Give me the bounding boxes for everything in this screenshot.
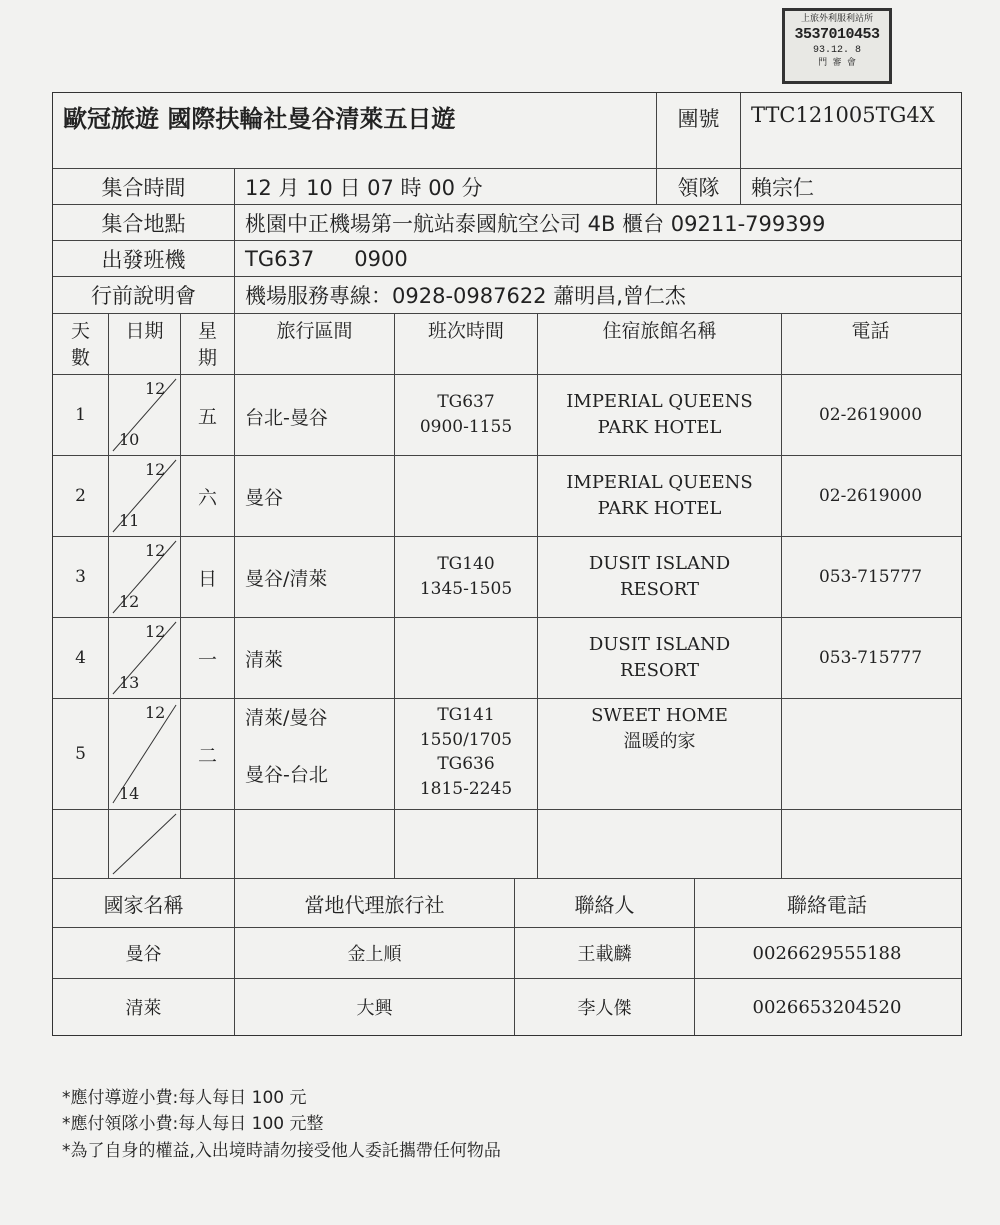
itinerary-header-row: [53, 314, 961, 375]
date-month: 12: [145, 622, 166, 641]
hotel-phone: 053-715777: [818, 648, 923, 668]
meet-time: 12 月 10 日 07 時 00 分: [235, 169, 657, 204]
table-row: [53, 928, 961, 979]
hotel: [538, 699, 782, 809]
route-leg-1: 清萊/曼谷: [245, 707, 328, 729]
empty-cell: [181, 810, 235, 878]
date-cell: [109, 456, 181, 536]
group-number: TTC121005TG4X: [751, 103, 935, 127]
leader-label: 領隊: [657, 169, 741, 204]
briefing-label: 行前說明會: [53, 277, 235, 313]
date-day: 12: [119, 592, 140, 611]
hotel: [538, 456, 782, 536]
date-cell: [109, 810, 181, 878]
table-row: [53, 699, 961, 810]
date-month: 12: [145, 460, 166, 479]
title-row: [53, 93, 961, 169]
hotel-name-line2: PARK HOTEL: [597, 417, 722, 438]
hotel-name-line2: 溫暖的家: [623, 731, 696, 753]
flight-time: [395, 375, 538, 455]
empty-cell: [395, 810, 538, 878]
day-number: 5: [53, 699, 109, 809]
flight-code: TG637: [437, 392, 495, 413]
col-route: 旅行區間: [235, 314, 395, 374]
hotel-phone: 053-715777: [818, 567, 923, 587]
departure-flight-label: 出發班機: [53, 241, 235, 276]
day-number: 1: [53, 375, 109, 455]
flight-hours: 0900-1155: [419, 417, 513, 437]
weekday: 二: [181, 699, 235, 809]
col-hotel: 住宿旅館名稱: [538, 314, 782, 374]
col-contact: 聯絡人: [515, 879, 695, 927]
hotel-name-line1: IMPERIAL QUEENS: [566, 471, 753, 493]
hotel-name-line1: SWEET HOME: [591, 705, 728, 726]
day-number: 4: [53, 618, 109, 698]
meet-place-label: 集合地點: [53, 205, 235, 240]
country: 曼谷: [53, 928, 235, 978]
date-cell: [109, 618, 181, 698]
flight-code: TG636: [437, 754, 495, 775]
stamp-date: 93.12. 8: [812, 45, 861, 56]
date-month: 12: [145, 703, 166, 722]
meet-time-row: [53, 169, 961, 205]
meet-time-label: 集合時間: [53, 169, 235, 204]
empty-cell: [235, 810, 395, 878]
col-phone: 電話: [851, 320, 890, 342]
agency: 金上順: [235, 928, 515, 978]
empty-cell: [782, 810, 959, 878]
approval-stamp: [782, 8, 892, 84]
stamp-footer: 門 審 會: [818, 58, 856, 68]
meet-place-row: [53, 205, 961, 241]
table-row: [53, 979, 961, 1035]
date-day: 14: [119, 784, 140, 803]
date-month: 12: [145, 379, 166, 398]
empty-cell: [538, 810, 782, 878]
leader-name: 賴宗仁: [751, 175, 814, 200]
hotel-phone: 02-2619000: [818, 405, 923, 425]
date-cell: [109, 375, 181, 455]
itinerary-form: [52, 92, 962, 1036]
flight-time: [395, 699, 538, 809]
tour-title: 歐冠旅遊 國際扶輪社曼谷清萊五日遊: [53, 93, 657, 168]
flight-time: [395, 618, 538, 698]
flight-time: [395, 456, 538, 536]
date-day: 10: [119, 430, 140, 449]
departure-flight-row: [53, 241, 961, 277]
country: 清萊: [53, 979, 235, 1035]
briefing-info: 機場服務專線：0928-0987622 蕭明昌,曾仁杰: [245, 284, 686, 308]
route: 台北-曼谷: [235, 375, 395, 455]
hotel-name-line2: RESORT: [619, 579, 700, 600]
date-cell: [109, 537, 181, 617]
flight-hours: 1550/1705: [419, 729, 513, 750]
route: 曼谷: [235, 456, 395, 536]
day-number: 2: [53, 456, 109, 536]
hotel-name-line1: DUSIT ISLAND: [588, 552, 731, 574]
meet-place: 桃園中正機場第一航站泰國航空公司 4B 櫃台 09211-799399: [245, 211, 826, 236]
hotel-name-line1: DUSIT ISLAND: [588, 633, 731, 655]
hotel-phone: 02-2619000: [818, 486, 923, 506]
weekday: 六: [181, 456, 235, 536]
route-leg-2: 曼谷-台北: [245, 764, 328, 786]
note-item: *為了自身的權益,入出境時請勿接受他人委託攜帶任何物品: [62, 1140, 501, 1161]
flight-code: TG141: [437, 705, 495, 725]
date-cell: [109, 699, 181, 809]
table-row: [53, 537, 961, 618]
col-date: 日期: [109, 314, 181, 374]
col-contact-phone: 聯絡電話: [787, 892, 867, 917]
contact-phone: 0026629555188: [752, 942, 902, 964]
agency: 大興: [235, 979, 515, 1035]
notes: [62, 1085, 501, 1164]
flight-hours: 1345-1505: [419, 579, 513, 599]
hotel-phone: [782, 699, 959, 809]
briefing-row: [53, 277, 961, 314]
contact: 李人傑: [515, 979, 695, 1035]
col-flight: 班次時間: [395, 314, 538, 374]
weekday: 日: [181, 537, 235, 617]
day-number: 3: [53, 537, 109, 617]
table-row: [53, 618, 961, 699]
agency-header-row: [53, 879, 961, 928]
col-day: 天數: [53, 314, 109, 374]
weekday: 一: [181, 618, 235, 698]
col-agency: 當地代理旅行社: [235, 879, 515, 927]
col-country: 國家名稱: [53, 879, 235, 927]
date-day: 13: [119, 673, 140, 692]
route: [235, 699, 395, 809]
note-item: *應付導遊小費:每人每日 100 元: [62, 1088, 307, 1108]
hotel-name-line2: RESORT: [619, 660, 700, 681]
route: 清萊: [235, 618, 395, 698]
departure-flight: TG637 0900: [245, 246, 408, 271]
flight-hours: 1815-2245: [419, 778, 513, 799]
table-row-empty: [53, 810, 961, 879]
hotel: [538, 375, 782, 455]
hotel: [538, 537, 782, 617]
table-row: [53, 375, 961, 456]
group-number-label: 團號: [657, 93, 741, 168]
weekday: 五: [181, 375, 235, 455]
contact: 王載麟: [515, 928, 695, 978]
flight-time: [395, 537, 538, 617]
stamp-code: 3537010453: [794, 26, 880, 43]
col-weekday: 星期: [181, 314, 235, 374]
table-row: [53, 456, 961, 537]
hotel: [538, 618, 782, 698]
stamp-header: 上旅外利服利站所: [800, 14, 873, 24]
date-day: 11: [119, 511, 140, 530]
contact-phone: 0026653204520: [752, 996, 902, 1018]
hotel-name-line1: IMPERIAL QUEENS: [566, 390, 753, 412]
route: 曼谷/清萊: [235, 537, 395, 617]
hotel-name-line2: PARK HOTEL: [597, 498, 722, 519]
empty-cell: [53, 810, 109, 878]
date-month: 12: [145, 541, 166, 560]
note-item: *應付領隊小費:每人每日 100 元整: [62, 1114, 324, 1135]
flight-code: TG140: [437, 554, 495, 575]
